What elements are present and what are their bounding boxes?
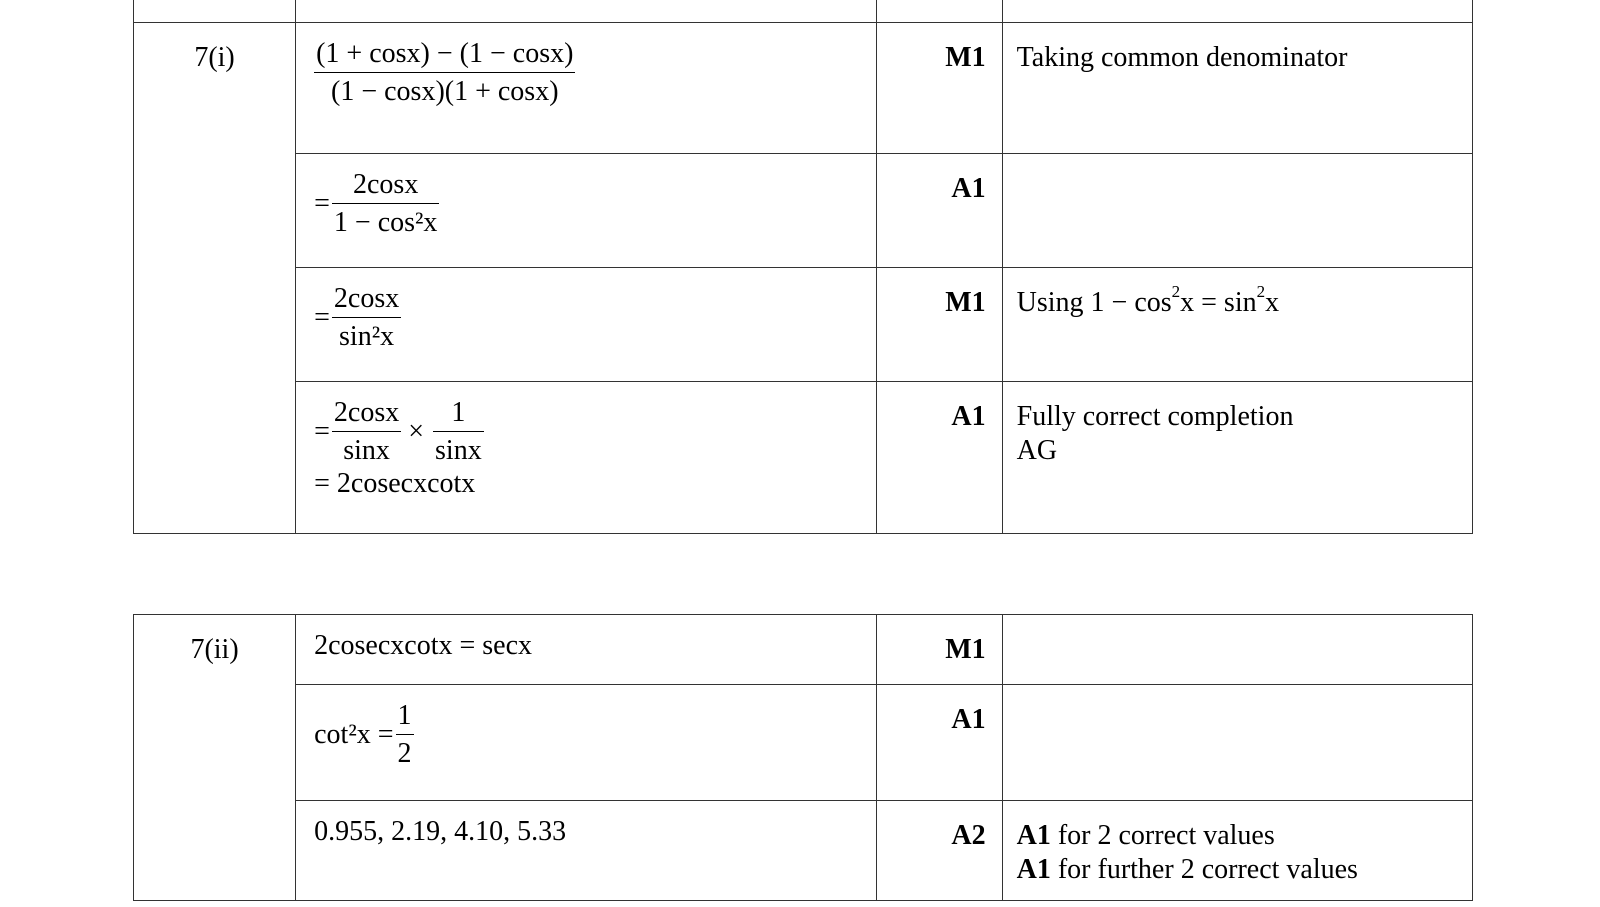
answer-cell: = $\frac{2\cos x}{\sin x}$ × $\frac{1}{\sin x}$ = 2cosecxcotx [296, 382, 876, 534]
numerator: 2cosx [332, 282, 401, 318]
guidance: Taking common denominator [1002, 23, 1472, 154]
fraction [314, 37, 575, 108]
denominator: sin²x [339, 320, 395, 352]
numerator: 1 [433, 396, 484, 432]
table-row [134, 801, 1473, 901]
table-row [134, 382, 1473, 534]
mark: A1 [876, 685, 1002, 801]
result-line: = 2cosecxcotx [314, 468, 476, 500]
mark: M1 [876, 23, 1002, 154]
mark-scheme-table-part-ii [133, 614, 1473, 901]
mark: A1 [876, 154, 1002, 268]
guidance: A1 for 2 correct values A1 for further 2 correct values [1002, 801, 1472, 901]
table-row [134, 268, 1473, 382]
denominator: 2 [397, 737, 412, 769]
numerator: (1 + cosx) − (1 − cosx) [314, 37, 575, 73]
guidance: Using $1 - \cos^2x = \sin^2x$ [1002, 268, 1472, 382]
guidance: Fully correct completion AG [1002, 382, 1472, 534]
answer-cell: = $\frac{2\cos x}{\text{1 − cos²x}}$ [296, 154, 876, 268]
numerator: 2cosx [332, 168, 440, 204]
question-number: 7(i) [134, 23, 296, 534]
table-row [134, 615, 1473, 685]
table-row [134, 685, 1473, 801]
table-row [134, 154, 1473, 268]
answer-cell: 0.955, 2.19, 4.10, 5.33 [296, 801, 876, 901]
fraction [332, 282, 401, 353]
answer-cell: 2cosecxcotx = secx [296, 615, 876, 685]
guidance [1002, 154, 1472, 268]
mark: A2 [876, 801, 1002, 901]
mark: M1 [876, 615, 1002, 685]
answer-cell: = $\frac{2\cos x}{\text{sin²x}}$ [296, 268, 876, 382]
numerator: 2cosx [332, 396, 401, 432]
fraction [332, 168, 440, 239]
guidance [1002, 615, 1472, 685]
fraction [433, 396, 484, 467]
answer-cell [296, 23, 876, 154]
fraction [332, 396, 401, 467]
denominator: (1 − cosx)(1 + cosx) [331, 75, 559, 107]
denominator: 1 − cos²x [333, 206, 438, 238]
fraction [396, 699, 414, 770]
question-number: 7(ii) [134, 615, 296, 901]
mark: A1 [876, 382, 1002, 534]
answer-cell: cot²x = $\frac{1}{2}$ [296, 685, 876, 801]
denominator: sinx [343, 434, 390, 466]
mark: M1 [876, 268, 1002, 382]
numerator: 1 [396, 699, 414, 735]
table-row [134, 23, 1473, 154]
table-header-row [134, 0, 1473, 23]
guidance [1002, 685, 1472, 801]
denominator: sinx [435, 434, 482, 466]
mark-scheme-table-part-i [133, 0, 1473, 534]
